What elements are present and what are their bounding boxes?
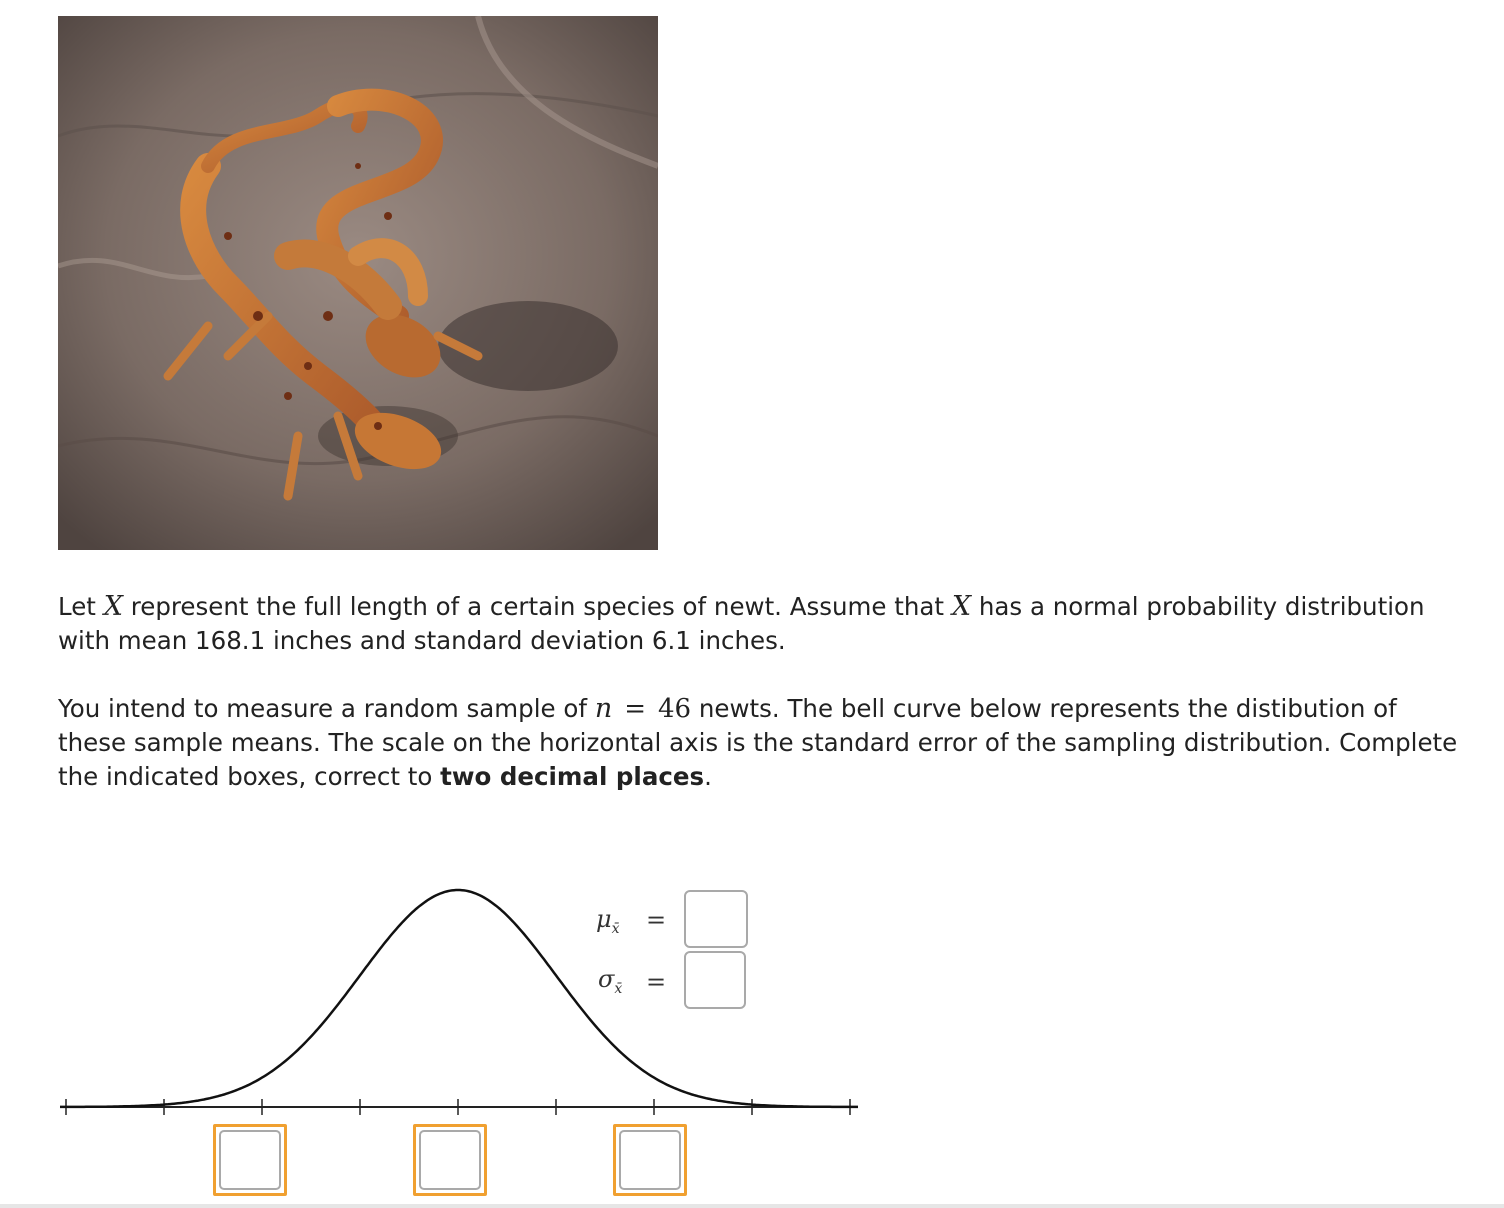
standard-error-label (598, 965, 622, 997)
problem-paragraph-1 (58, 590, 1458, 658)
mu-symbol: μ (596, 905, 612, 933)
newt-photo (58, 16, 658, 550)
axis-value-input[interactable] (619, 1130, 681, 1190)
variable-x: X (103, 591, 123, 622)
axis-box-mean[interactable] (413, 1124, 487, 1196)
bottom-divider (0, 1204, 1504, 1208)
sample-size-value: 46 (658, 694, 692, 724)
equals-sign: = (624, 694, 646, 724)
text-span: newts. The bell curve below represents the distibution of these sample means. The scale on the horizontal axis is the standard error of the sampling distribution. Complete the indicated boxes, correct to (58, 694, 1458, 791)
sigma-symbol: σ (598, 965, 615, 993)
variable-n: n (594, 693, 613, 724)
xbar-subscript: x̄ (611, 920, 620, 937)
standard-error-answer-input[interactable] (684, 951, 746, 1009)
axis-box-plus-two-se[interactable] (613, 1124, 687, 1196)
text-span: has a normal probability distribution with mean 168.1 inches and standard deviation 6.1 inches. (58, 592, 1425, 655)
text-span: . (704, 762, 712, 791)
variable-x: X (951, 591, 972, 622)
xbar-subscript: x̄ (614, 980, 623, 997)
mean-equals-sign: = (646, 906, 667, 934)
standard-error-equals-sign: = (646, 968, 667, 996)
problem-paragraph-2 (58, 692, 1458, 794)
text-span: represent the full length of a certain species of newt. Assume that (122, 592, 952, 621)
axis-box-minus-two-se[interactable] (213, 1124, 287, 1196)
axis-ticks (66, 1099, 850, 1115)
problem-statement (58, 590, 1458, 794)
mean-answer-input[interactable] (684, 890, 748, 948)
text-span: You intend to measure a random sample of (58, 694, 595, 723)
text-span: Let (58, 592, 104, 621)
mean-label (596, 905, 620, 937)
emphasis-text: two decimal places (440, 762, 705, 791)
axis-value-input[interactable] (419, 1130, 481, 1190)
axis-value-input[interactable] (219, 1130, 281, 1190)
